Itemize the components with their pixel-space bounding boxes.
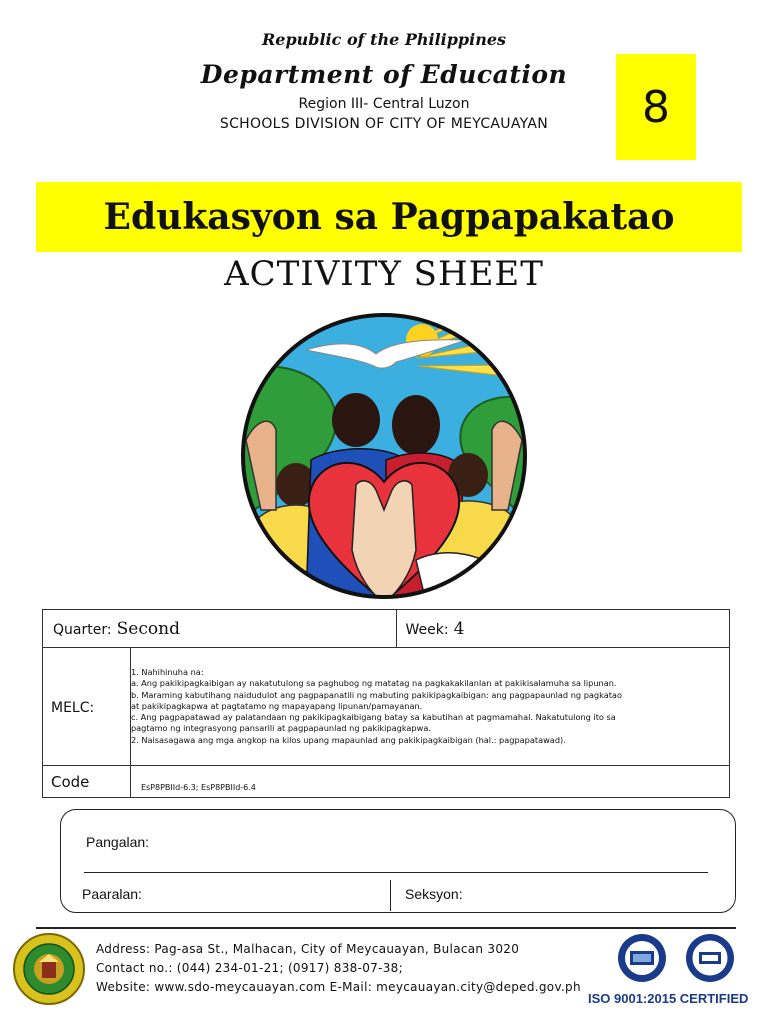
footer-contact (96, 940, 581, 997)
subject-title-band (36, 182, 742, 252)
activity-sheet-heading: ACTIVITY SHEET (224, 254, 544, 294)
section-label: Seksyon: (405, 886, 463, 902)
footer-website-email: Website: www.sdo-meycauayan.com E-Mail: meycauayan.city@deped.gov.ph (96, 980, 581, 994)
code-row (43, 766, 730, 798)
dqp-certification-logo (614, 932, 670, 984)
melc-line: 1. Nahihinuha na: (130, 667, 204, 678)
quarter-value: Second (116, 618, 180, 639)
iqnet-certification-logo (682, 932, 738, 984)
melc-line: b. Maraming kabutihang naidudulot ang pagpapanatili ng mabuting pakikipagkaibigan: ang pagpapaunlad ng pagkatao (130, 689, 622, 700)
field-divider (390, 880, 391, 911)
melc-line: at pakikipagkapwa at pagtatamo ng mapayapang lipunan/pamayanan. (130, 700, 423, 711)
quarter-week-row (43, 610, 730, 648)
republic-heading: Republic of the Philippines (261, 30, 507, 49)
globe-friendship-illustration (236, 310, 532, 602)
week-value: 4 (453, 618, 465, 639)
quarter-label: Quarter: (53, 621, 112, 638)
division-seal-logo (12, 932, 86, 1006)
footer-divider (36, 927, 736, 929)
school-label: Paaralan: (82, 886, 142, 902)
code-value: EsP8PBIId-6.3; EsP8PBIId-6.4 (140, 783, 256, 792)
grade-badge (616, 54, 696, 160)
code-label: Code (51, 773, 90, 791)
melc-line: c. Ang pagpapatawad ay palatandaan ng pakikipagkaibigang batay sa kabutihan at pagmamahal. Nakatutulong ito sa (130, 712, 616, 723)
sleeve (416, 553, 506, 602)
iso-certification-text: ISO 9001:2015 CERTIFIED (588, 991, 749, 1006)
melc-line: pagtamo ng integrasyong pansarili at pagpapaunlad ng pakikipagkapwa. (130, 723, 431, 734)
info-table (42, 609, 730, 798)
melc-row (43, 648, 730, 766)
melc-label: MELC: (51, 700, 95, 716)
melc-line: a. Ang pakikipagkaibigan ay nakatutulong sa paghubog ng matatag na pagkakakilanlan at pakikisalamuha sa lipunan. (130, 678, 617, 689)
melc-content (130, 648, 729, 766)
subject-title: Edukasyon sa Pagpapakatao (103, 196, 675, 238)
name-line[interactable] (84, 872, 708, 873)
department-heading: Department of Education (200, 60, 568, 89)
student-info-box (60, 809, 736, 913)
week-label: Week: (405, 621, 449, 638)
melc-line: 2. Naisasagawa ang mga angkop na kilos upang mapaunlad ang pakikipagkaibigan (hal.: pagpapatawad). (130, 734, 566, 745)
footer-contact-numbers: Contact no.: (044) 234-01-21; (0917) 838-07-38; (96, 961, 403, 975)
name-label: Pangalan: (86, 834, 150, 850)
footer-address: Address: Pag-asa St., Malhacan, City of Meycauayan, Bulacan 3020 (96, 942, 520, 956)
region-text: Region III- Central Luzon (298, 96, 470, 112)
division-text: SCHOOLS DIVISION OF CITY OF MEYCAUAYAN (219, 116, 549, 132)
grade-number: 8 (642, 81, 670, 133)
